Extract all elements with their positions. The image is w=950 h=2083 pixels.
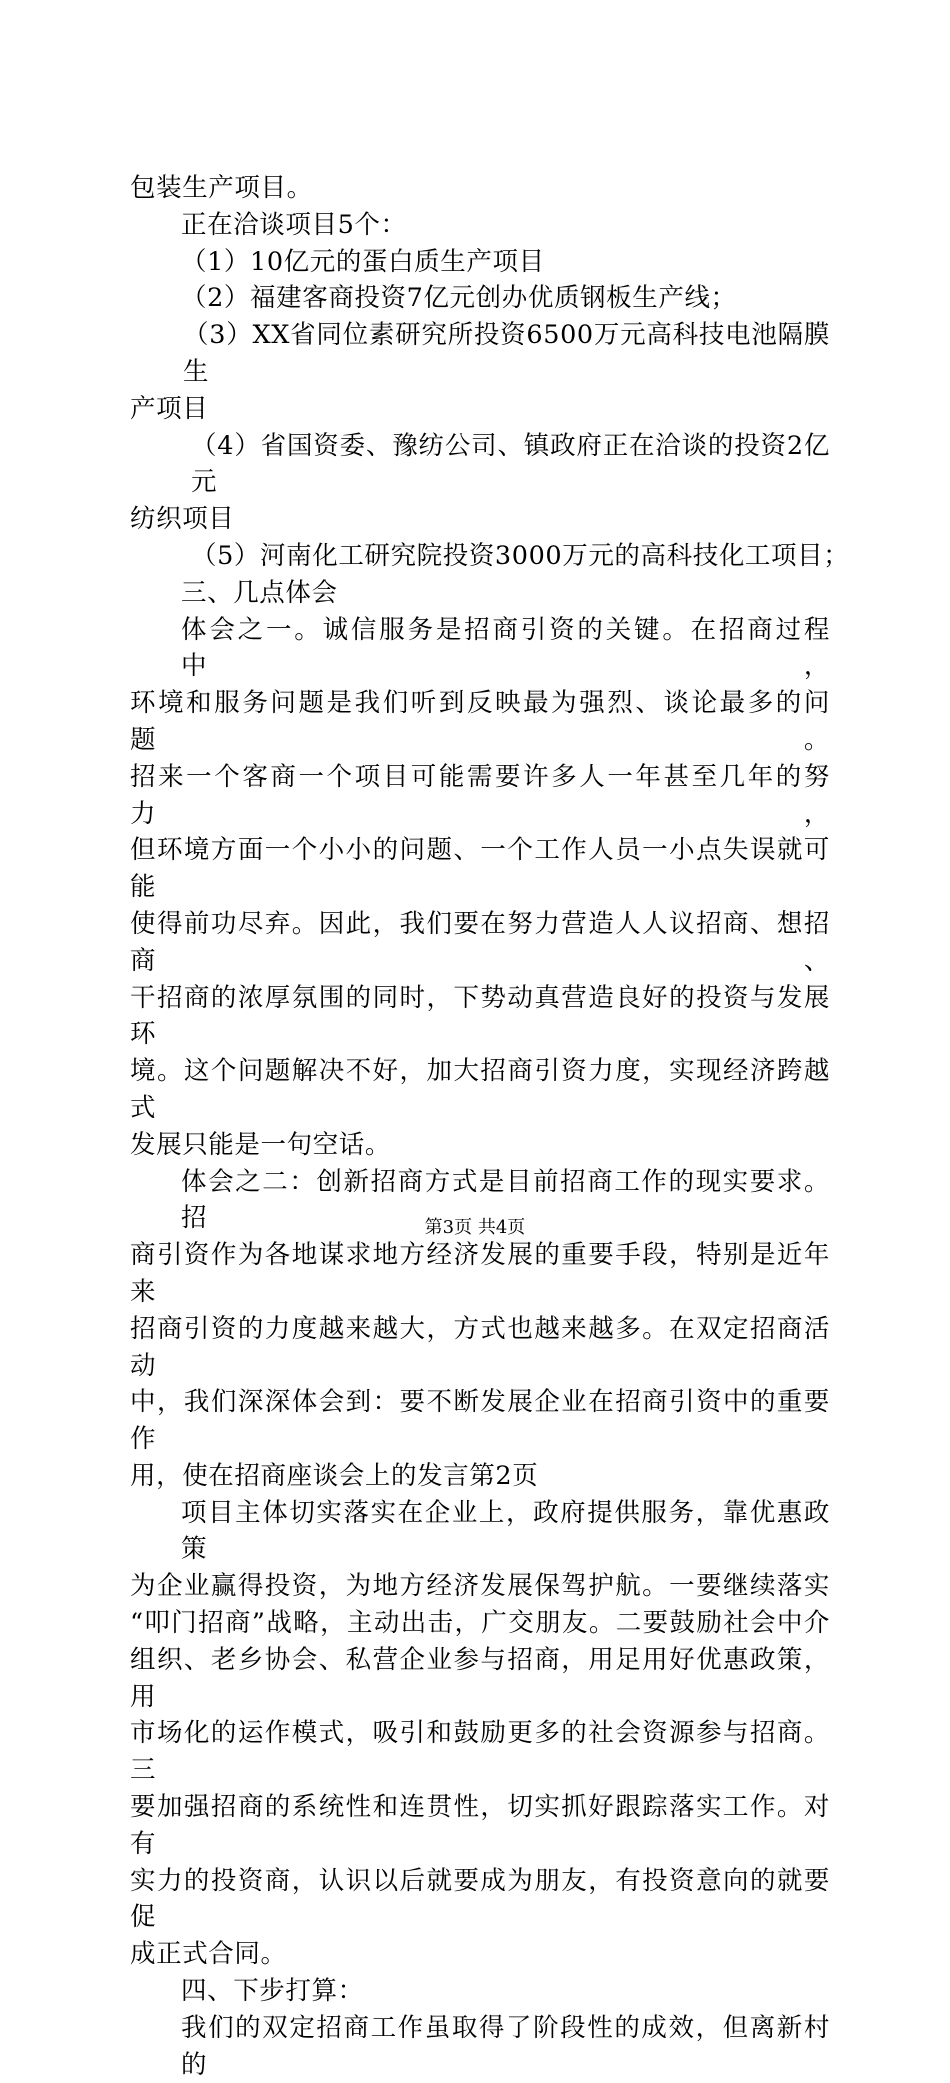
text-line: 招来一个客商一个项目可能需要许多人一年甚至几年的努力， xyxy=(130,761,830,829)
text-line: 体会之二：创新招商方式是目前招商工作的现实要求。招 xyxy=(181,1166,830,1234)
text-line: 正在洽谈项目5个： xyxy=(181,209,407,240)
text-line: 市场化的运作模式，吸引和鼓励更多的社会资源参与招商。三 xyxy=(130,1718,830,1786)
section-heading: 四、下步打算： xyxy=(181,1976,364,2007)
text-line: 环境和服务问题是我们听到反映最为强烈、谈论最多的问题。 xyxy=(130,688,830,755)
text-line: 项目主体切实落实在企业上，政府提供服务，靠优惠政策 xyxy=(181,1497,830,1565)
text-line: 组织、老乡协会、私营企业参与招商，用足用好优惠政策，用 xyxy=(130,1644,830,1712)
text-line: 商引资作为各地谋求地方经济发展的重要手段，特别是近年来 xyxy=(130,1240,830,1307)
text-line: “叩门招商”战略，主动出击，广交朋友。二要鼓励社会中介 xyxy=(130,1608,830,1639)
text-line: 干招商的浓厚氛围的同时，下势动真营造良好的投资与发展环 xyxy=(130,982,830,1050)
section-heading: 三、几点体会 xyxy=(181,577,338,608)
page-footer: 第3页 共4页 xyxy=(424,1217,526,1238)
text-line: 实力的投资商，认识以后就要成为朋友，有投资意向的就要促 xyxy=(130,1865,830,1933)
text-line: 招商引资的力度越来越大，方式也越来越多。在双定招商活动 xyxy=(130,1313,830,1381)
text-line: 中，我们深深体会到：要不断发展企业在招商引资中的重要作 xyxy=(130,1387,830,1455)
text-line: 体会之一。诚信服务是招商引资的关键。在招商过程中， xyxy=(181,614,830,682)
list-item: （1）10亿元的蛋白质生产项目 xyxy=(181,246,545,277)
text-line: 成正式合同。 xyxy=(130,1939,287,1970)
text-line: 为企业赢得投资，为地方经济发展保驾护航。一要继续落实 xyxy=(130,1571,830,1602)
text-line: 包装生产项目。 xyxy=(130,173,313,203)
text-line: 使得前功尽弃。因此，我们要在努力营造人人议招商、想招商、 xyxy=(130,908,830,976)
text-line: 纺织项目 xyxy=(130,504,235,535)
text-line: 我们的双定招商工作虽取得了阶段性的成效，但离新村的 xyxy=(181,2012,830,2080)
list-item: （3）XX省同位素研究所投资6500万元高科技电池隔膜生 xyxy=(183,320,830,387)
list-item: （2）福建客商投资7亿元创办优质钢板生产线； xyxy=(181,283,737,314)
text-line: 产项目 xyxy=(130,393,209,424)
list-item: （5）河南化工研究院投资3000万元的高科技化工项目； xyxy=(191,540,850,571)
text-line: 但环境方面一个小小的问题、一个工作人员一小点失误就可能 xyxy=(130,835,830,903)
document-body xyxy=(130,170,850,2083)
text-line: 境。这个问题解决不好，加大招商引资力度，实现经济跨越式 xyxy=(130,1056,830,1123)
text-line: 要加强招商的系统性和连贯性，切实抓好跟踪落实工作。对有 xyxy=(130,1792,830,1859)
list-item: （4）省国资委、豫纺公司、镇政府正在洽谈的投资2亿元 xyxy=(191,430,830,498)
text-line: 用，使在招商座谈会上的发言第2页 xyxy=(130,1460,539,1491)
text-line: 发展只能是一句空话。 xyxy=(130,1129,392,1160)
